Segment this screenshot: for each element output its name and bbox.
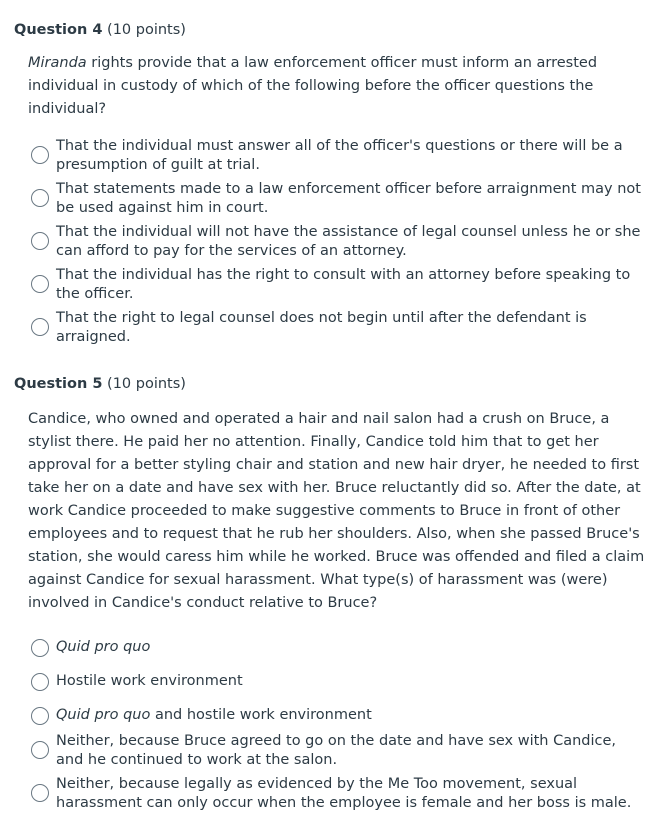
question-title: Question 5	[14, 376, 103, 392]
radio-button[interactable]	[31, 707, 49, 725]
option-italic: Quid pro quo	[56, 707, 151, 723]
option-label: Neither, because legally as evidenced by the Me Too movement, sexual harassment can only occur when the employee is female and her boss is male.	[56, 776, 632, 811]
question-points: (10 points)	[107, 22, 186, 38]
option-label: That the individual has the right to consult with an attorney before speaking to the officer.	[56, 267, 631, 302]
question-prompt: Candice, who owned and operated a hair and nail salon had a crush on Bruce, a stylist there. He paid her no attention. Finally, Candice told him that to get her approval for a better styling chair and station and new hair dryer, he needed to first take her on a date and have sex with her. Bruce reluctantly did so. After the date, at work Candice proceeded to make suggestive comments to Bruce in front of other employees and to request that he rub her shoulders. Also, when she passed Bruce's station, she would caress him while he worked. Bruce was offended and filed a claim against Candice for sexual harassment. What type(s) of harassment was (were) involved in Candice's conduct relative to Bruce?	[28, 411, 645, 611]
question-points: (10 points)	[107, 376, 186, 392]
radio-button[interactable]	[31, 673, 49, 691]
radio-button[interactable]	[31, 189, 49, 207]
radio-button[interactable]	[31, 232, 49, 250]
option-text: and hostile work environment	[150, 707, 372, 723]
option-label: That statements made to a law enforcement officer before arraignment may not be used against him in court.	[56, 181, 641, 216]
option-label: Hostile work environment	[56, 673, 243, 689]
option-label: That the individual must answer all of the officer's questions or there will be a presumption of guilt at trial.	[56, 138, 623, 173]
option-label: That the right to legal counsel does not begin until after the defendant is arraigned.	[56, 310, 587, 345]
radio-button[interactable]	[31, 784, 49, 802]
question-prompt	[28, 52, 656, 121]
option-label	[56, 706, 646, 725]
radio-button[interactable]	[31, 318, 49, 336]
prompt-text: rights provide that a law enforcement officer must inform an arrested individual in custody of which of the following before the officer questions the individual?	[28, 55, 598, 117]
question-title: Question 4	[14, 22, 103, 38]
radio-button[interactable]	[31, 741, 49, 759]
radio-button[interactable]	[31, 275, 49, 293]
question-header	[14, 22, 186, 38]
option-label	[56, 638, 646, 657]
prompt-italic: Miranda	[28, 55, 87, 71]
radio-button[interactable]	[31, 146, 49, 164]
option-label: Neither, because Bruce agreed to go on the date and have sex with Candice, and he continued to work at the salon.	[56, 733, 617, 768]
question-header	[14, 376, 186, 392]
option-italic: Quid pro quo	[56, 639, 151, 655]
radio-button[interactable]	[31, 639, 49, 657]
option-label: That the individual will not have the assistance of legal counsel unless he or she can afford to pay for the services of an attorney.	[56, 224, 641, 259]
